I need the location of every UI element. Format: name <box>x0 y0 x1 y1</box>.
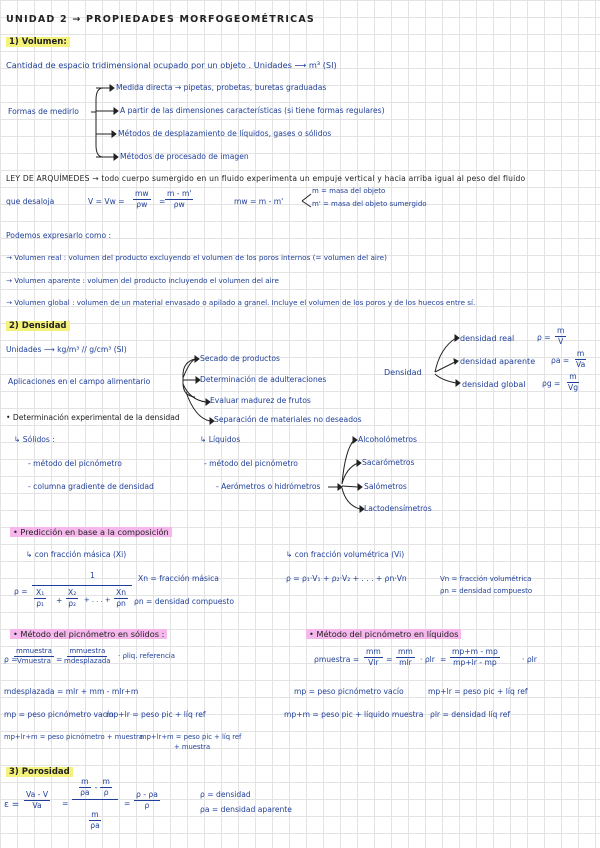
volumen-global: → Volumen global : volumen de un material envasado o apilado a granel. Incluye el volumen de los poros y de los huecos entre sí. <box>6 298 476 307</box>
aerometro-type: Lactodensímetros <box>364 504 432 513</box>
prediccion-heading: • Predicción en base a la composición <box>10 528 172 538</box>
pa-definition: ρa = densidad aparente <box>200 805 292 814</box>
aerometro-type: Salómetros <box>364 482 407 491</box>
fraction-va-v: $\frac{Va - V}{Va}$ <box>26 790 49 810</box>
picnometro-liquidos-heading: • Método del picnómetro en líquidos <box>306 630 461 640</box>
rho-lr: · ρlr <box>420 655 435 664</box>
liquidos-label: ↳ Líquidos <box>200 435 241 444</box>
fraction-m-p: $\frac{m}{\rho}$ <box>102 777 110 797</box>
mplrm-definition-3: + muestra <box>174 743 211 751</box>
fraction-mw-pw: $\frac{mw}{\rho w}$ <box>135 189 149 209</box>
arquimedes-text-2: que desaloja <box>6 197 55 206</box>
solidos-item: - columna gradiente de densidad <box>28 482 154 491</box>
equals-sign: = <box>62 799 69 808</box>
volumen-aparente: → Volumen aparente : volumen del producto incluyendo el volumen del aire <box>6 276 279 285</box>
equals-sign: = <box>124 799 131 808</box>
mplr-definition: mp+lr = peso pic + líq ref <box>106 710 206 719</box>
mplrm-definition: mp+lr+m = peso picnómetro + muestra <box>4 733 143 741</box>
numerator-one: 1 <box>90 571 95 580</box>
fraccion-masica-label: ↳ con fracción másica (Xi) <box>26 550 127 559</box>
rho-referencia: · ρliq. referencia <box>118 652 176 660</box>
densidad-real-eq: ρ = <box>537 333 551 342</box>
mplrm-definition-2: mp+lr+m = peso pic + líq ref <box>140 733 242 741</box>
rho-lr-2: · ρlr <box>522 655 537 664</box>
fraction-m-pa-denominator: $\frac{m}{\rho a}$ <box>90 809 100 830</box>
fraction-mm-mlr: mm mlr <box>398 647 413 667</box>
page-title: UNIDAD 2 → PROPIEDADES MORFOGEOMÉTRICAS <box>6 14 315 25</box>
liquidos-item: - Aerómetros o hidrómetros <box>216 482 321 491</box>
aerometro-type: Alcoholómetros <box>358 435 417 444</box>
forma-item: Métodos de procesado de imagen <box>120 152 249 161</box>
rho-equation: ρ = <box>14 587 28 596</box>
mp-definition: mp = peso picnómetro vacío <box>4 710 114 719</box>
epsilon-equation: ε = <box>4 800 20 810</box>
fraction-bar <box>32 585 132 586</box>
ellipsis: + . . . + <box>84 596 111 604</box>
mplr-definition-2: mp+lr = peso pic + líq ref <box>428 687 528 696</box>
densidad-global-eq: ρg = <box>542 379 561 388</box>
section-volumen-heading: 1) Volumen: <box>6 38 70 48</box>
fraction-mmuestra-vmuestra: mmuestra Vmuestra <box>16 647 52 666</box>
equals-sign: = <box>440 655 447 664</box>
fraction-mm-vlr: mm Vlr <box>366 647 381 667</box>
fraction-m-mprime: $\frac{m - m'}{\rho w}$ <box>167 189 192 209</box>
densidad-real: densidad real <box>460 334 515 343</box>
determinacion-heading: • Determinación experimental de la densidad <box>6 413 180 422</box>
m-note: m = masa del objeto <box>312 187 386 195</box>
liquidos-item: - método del picnómetro <box>204 459 298 468</box>
fraction-p-pa: $\frac{\rho - \rho a}{\rho}$ <box>136 790 158 810</box>
equals-sign: = <box>56 655 63 664</box>
picnometro-solidos-eq: ρ = <box>4 655 18 664</box>
fraction-x2-p2: $\frac{\text{X₂}}{\text{ρ₂}}$ <box>68 588 77 608</box>
compound-fraction <box>72 778 118 830</box>
densidad-units: Unidades ⟶ kg/m³ // g/cm³ (SI) <box>6 345 127 354</box>
arquimedes-text: LEY DE ARQUÍMEDES → todo cuerpo sumergido en un fluido experimenta un empuje vertical y hacia arriba igual al peso del fluido <box>6 174 526 183</box>
aplicacion-item: Secado de productos <box>200 354 280 363</box>
fraction-m-vg: $\frac{m}{Vg}$ <box>568 372 579 392</box>
plus-sign: + <box>56 596 63 605</box>
volumen-definition: Cantidad de espacio tridimensional ocupado por un objeto . Unidades ⟶ m³ (SI) <box>6 60 337 70</box>
densidad-global: densidad global <box>462 380 526 389</box>
formas-label: Formas de medirlo <box>8 107 79 116</box>
solidos-label: ↳ Sólidos : <box>14 435 55 444</box>
fraction-bar <box>72 799 118 800</box>
aerometro-type: Sacarómetros <box>362 458 415 467</box>
picnometro-solidos-heading: • Método del picnómetro en sólidos : <box>10 630 167 640</box>
aplicacion-item: Determinación de adulteraciones <box>200 375 327 384</box>
section-densidad-heading: 2) Densidad <box>6 322 70 332</box>
pn-definition: ρn = densidad compuesto <box>134 597 235 606</box>
fraction-m-v: $\frac{m}{V}$ <box>557 326 565 346</box>
forma-item: Medida directa → pipetas, probetas, buretas graduadas <box>116 83 327 92</box>
pn-definition-2: ρn = densidad compuesto <box>440 587 533 595</box>
fraction-m-pa: $\frac{m}{\rho a}$ <box>80 777 90 797</box>
mw-equation: mw = m - m' <box>234 197 284 206</box>
densidad-label: Densidad <box>384 368 422 377</box>
densidad-aparente-eq: ρa = <box>551 356 570 365</box>
xn-definition: Xn = fracción másica <box>138 574 219 583</box>
aplicacion-item: Separación de materiales no deseados <box>214 415 362 424</box>
m-desplazada-eq: mdesplazada = mlr + mm - mlr+m <box>4 687 139 696</box>
section-porosidad-heading: 3) Porosidad <box>6 768 73 778</box>
vn-definition: Vn = fracción volumétrica <box>440 575 532 583</box>
minus-sign: - <box>94 782 98 792</box>
fraction-x1-p1: $\frac{\text{X₁}}{\text{ρ₁}}$ <box>36 588 45 608</box>
equals-sign: = <box>386 655 393 664</box>
volumetric-equation: ρ = ρ₁·V₁ + ρ₂·V₂ + . . . + ρn·Vn <box>286 574 407 583</box>
solidos-item: - método del picnómetro <box>28 459 122 468</box>
forma-item: A partir de las dimensiones características (si tiene formas regulares) <box>120 106 385 115</box>
picnometro-liquidos-eq: ρmuestra = <box>314 655 360 664</box>
forma-item: Métodos de desplazamiento de líquidos, gases o sólidos <box>118 129 332 138</box>
plr-definition: ρlr = densidad líq ref <box>430 710 511 719</box>
volumen-real: → Volumen real : volumen del producto excluyendo el volumen de los poros internos (= volumen del aire) <box>6 253 387 262</box>
fraction-mmuestra-mdesplazada: mmuestra mdesplazada <box>64 647 111 666</box>
fraction-picnometro-liquidos: $\frac{mp+m - mp}{mp+lr - mp}$ <box>452 647 498 667</box>
equals-sign: = <box>159 197 166 206</box>
fraction-m-va: $\frac{m}{Va}$ <box>576 349 586 369</box>
fraccion-volumetrica-label: ↳ con fracción volumétrica (Vi) <box>286 550 405 559</box>
mpm-definition: mp+m = peso pic + líquido muestra <box>284 710 424 719</box>
volume-equation: V = Vw = <box>88 197 125 206</box>
aplicaciones-label: Aplicaciones en el campo alimentario <box>8 377 151 386</box>
densidad-aparente: densidad aparente <box>460 357 536 366</box>
aplicacion-item: Evaluar madurez de frutos <box>210 396 311 405</box>
mprime-note: m' = masa del objeto sumergido <box>312 200 427 208</box>
expresarlo-text: Podemos expresarlo como : <box>6 231 112 240</box>
mp-definition-2: mp = peso picnómetro vacío <box>294 687 404 696</box>
p-definition: ρ = densidad <box>200 790 251 799</box>
fraction-xn-pn: $\frac{Xn}{\rho n}$ <box>116 588 127 608</box>
